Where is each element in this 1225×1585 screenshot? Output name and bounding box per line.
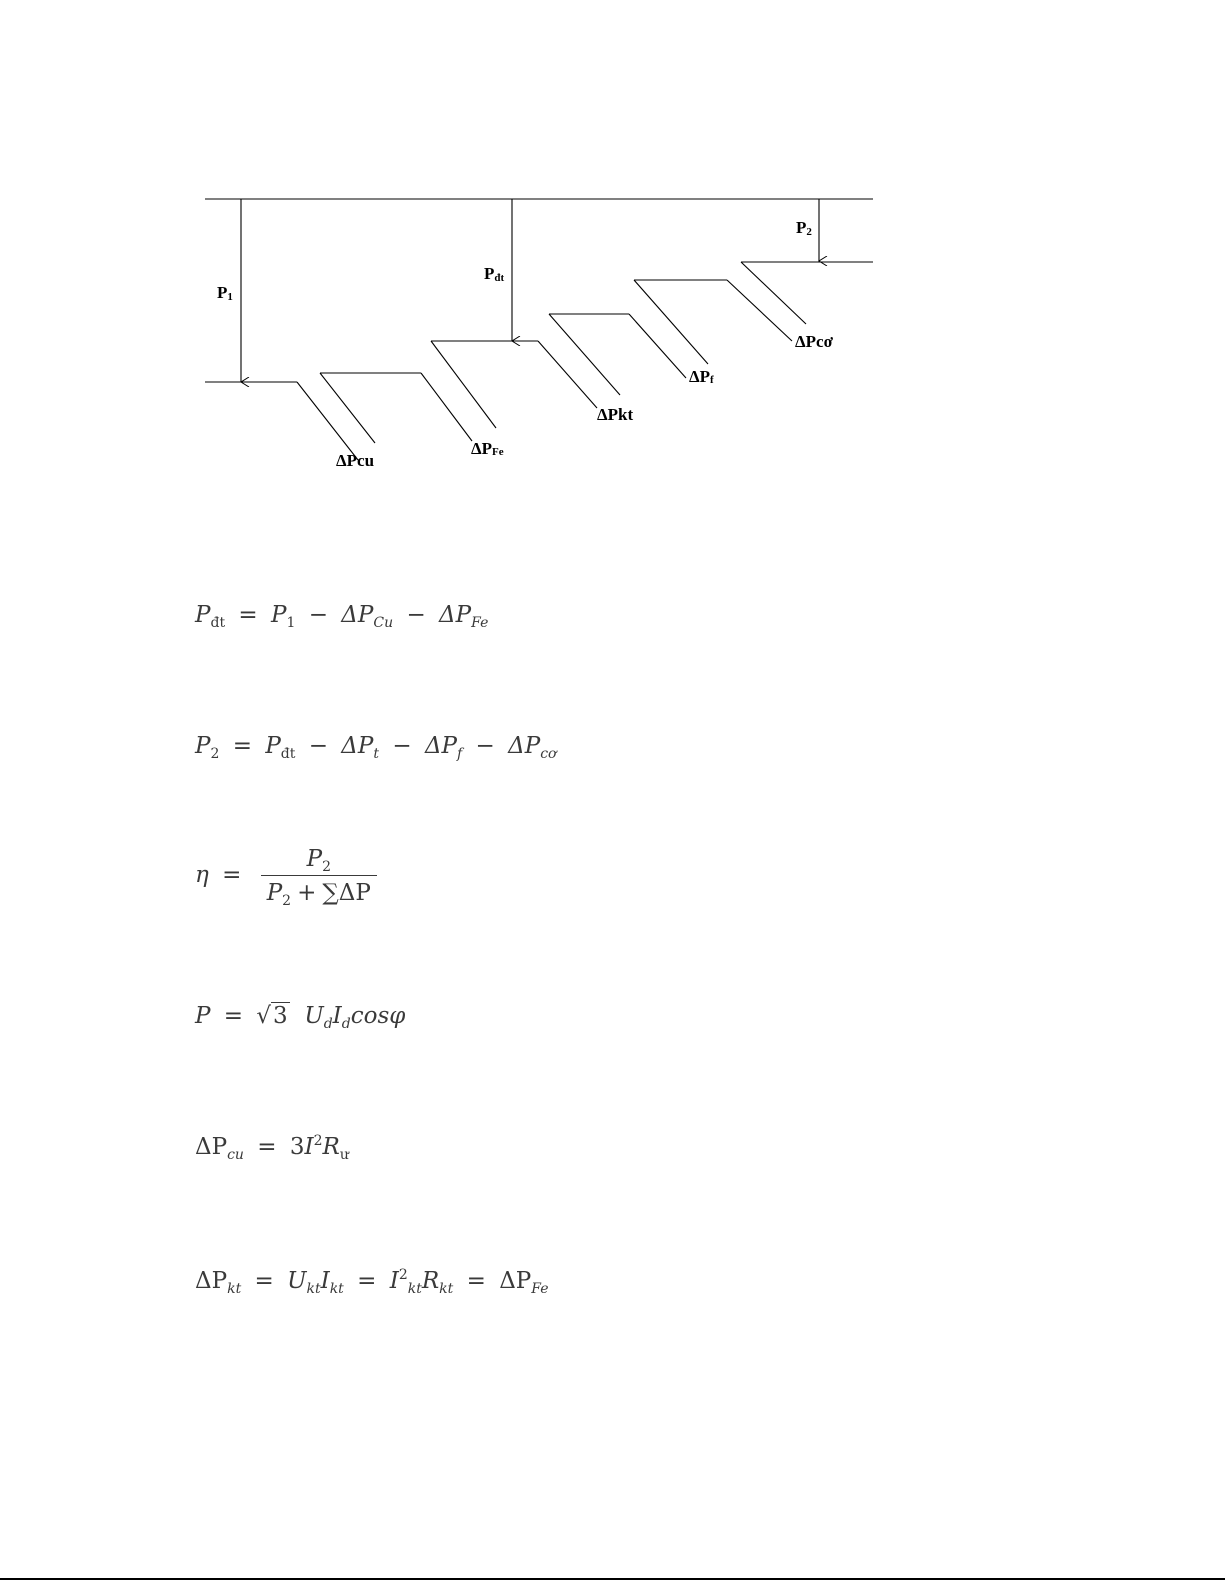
page-bottom-rule <box>0 1578 1225 1580</box>
label-p2: P2 <box>796 218 812 238</box>
label-dpfe: ΔPFe <box>471 439 504 458</box>
equation-copper-loss: $\Delta P_{cu} = 3I^2R_ư$ <box>195 1133 349 1163</box>
equation-three-phase-power: P = √3 $U_dI_d\cos\varphi$ <box>195 1003 406 1032</box>
label-pdt: Pđt <box>484 264 505 284</box>
label-p1: P1 <box>217 283 233 303</box>
power-flow-diagram <box>0 0 1225 520</box>
equation-electromagnetic-power: $P_{đt} = P_1 - \Delta P_{Cu} - \Delta P_{Fe}$ <box>195 602 489 631</box>
label-dpcu: ΔPcu <box>336 451 375 470</box>
efficiency-fraction: $\frac{P_2}{P_2 + \sum\Delta P}$ <box>261 846 377 906</box>
equation-output-power: $P_2 = P_{đt} - \Delta P_t - \Delta P_f - \Delta P_{cơ}$ <box>195 733 557 762</box>
equation-efficiency: η = $\frac{P_2}{P_2 + \sum\Delta P}$ <box>195 846 377 906</box>
label-dpkt: ΔPkt <box>597 405 634 424</box>
sqrt-symbol: √3 <box>256 1003 288 1029</box>
label-dpco: ΔPcơ <box>795 332 834 351</box>
label-dpf: ΔPf <box>689 367 714 386</box>
equation-excitation-loss: $\Delta P_{kt} = U_{kt}I_{kt} = I^2_{kt}R_{kt} = \Delta P_{Fe}$ <box>195 1267 549 1297</box>
